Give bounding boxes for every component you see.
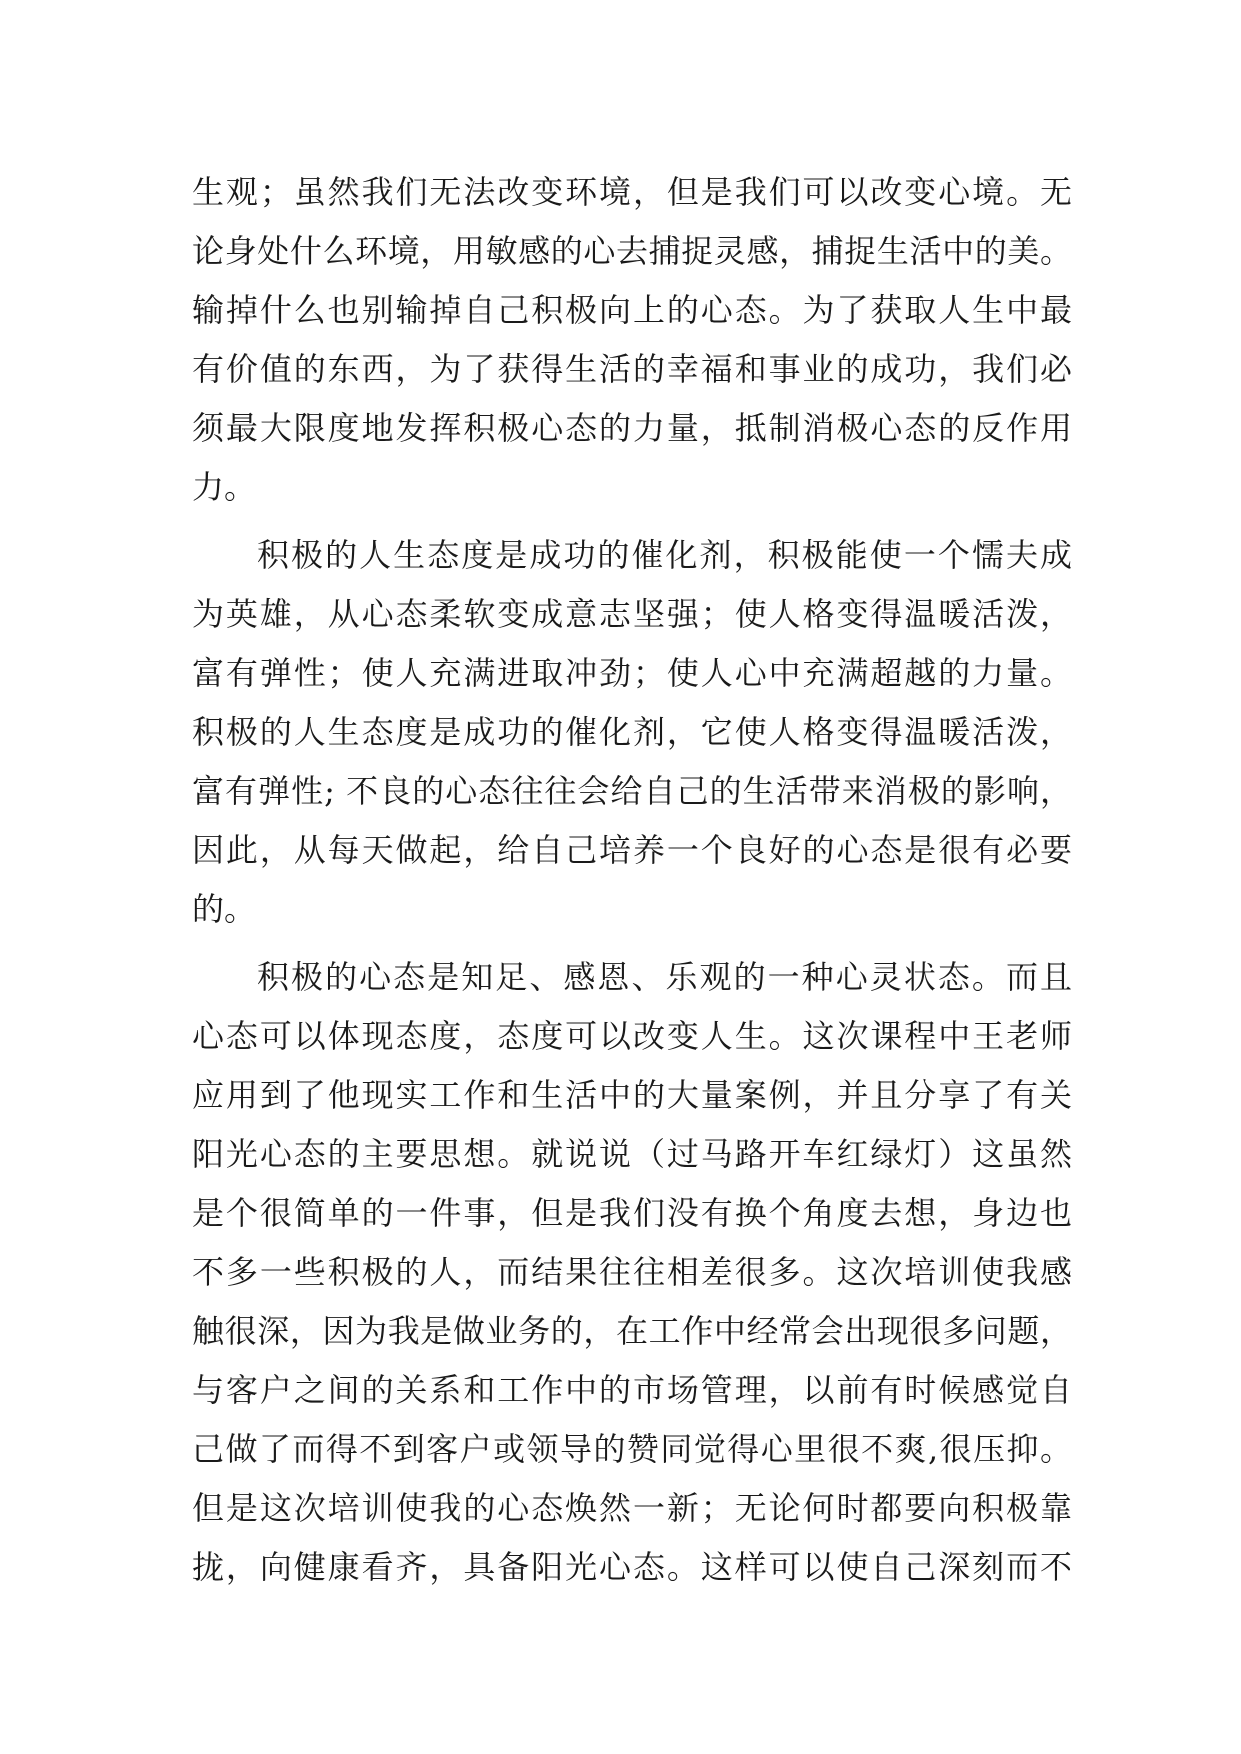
text-line: 积极的心态是知足、感恩、乐观的一种心灵状态。而且	[257, 958, 1072, 996]
text-line: 为英雄，从心态柔软变成意志坚强；使人格变得温暖活泼，	[192, 595, 1072, 633]
text-line: 生观；虽然我们无法改变环境，但是我们可以改变心境。无	[192, 173, 1072, 211]
text-line: 己做了而得不到客户或领导的赞同觉得心里很不爽,很压抑。	[192, 1430, 1072, 1468]
text-line: 应用到了他现实工作和生活中的大量案例，并且分享了有关	[192, 1076, 1072, 1114]
paragraph	[192, 526, 1072, 939]
text-line: 是个很简单的一件事，但是我们没有换个角度去想，身边也	[192, 1194, 1072, 1232]
text-line: 输掉什么也别输掉自己积极向上的心态。为了获取人生中最	[192, 291, 1072, 329]
text-line: 须最大限度地发挥积极心态的力量，抵制消极心态的反作用	[192, 409, 1072, 447]
text-line: 拢，向健康看齐，具备阳光心态。这样可以使自己深刻而不	[192, 1548, 1072, 1586]
text-line: 不多一些积极的人，而结果往往相差很多。这次培训使我感	[192, 1253, 1072, 1291]
paragraph	[192, 163, 1072, 517]
text-line: 但是这次培训使我的心态焕然一新；无论何时都要向积极靠	[192, 1489, 1072, 1527]
text-line: 力。	[192, 468, 257, 506]
text-line: 有价值的东西，为了获得生活的幸福和事业的成功，我们必	[192, 350, 1072, 388]
text-line: 心态可以体现态度，态度可以改变人生。这次课程中王老师	[192, 1017, 1072, 1055]
text-line: 富有弹性; 不良的心态往往会给自己的生活带来消极的影响，	[192, 772, 1072, 810]
text-line: 的。	[192, 890, 257, 928]
document-body	[192, 163, 1072, 1597]
text-line: 触很深，因为我是做业务的，在工作中经常会出现很多问题，	[192, 1312, 1072, 1350]
text-line: 论身处什么环境，用敏感的心去捕捉灵感，捕捉生活中的美。	[192, 232, 1072, 270]
text-line: 积极的人生态度是成功的催化剂，它使人格变得温暖活泼，	[192, 713, 1072, 751]
text-line: 积极的人生态度是成功的催化剂，积极能使一个懦夫成	[257, 536, 1072, 574]
text-line: 与客户之间的关系和工作中的市场管理，以前有时候感觉自	[192, 1371, 1072, 1409]
paragraph-spacer	[192, 939, 1072, 948]
text-line: 因此，从每天做起，给自己培养一个良好的心态是很有必要	[192, 831, 1072, 869]
text-line: 富有弹性；使人充满进取冲劲；使人心中充满超越的力量。	[192, 654, 1072, 692]
paragraph	[192, 948, 1072, 1597]
text-line: 阳光心态的主要思想。就说说（过马路开车红绿灯）这虽然	[192, 1135, 1072, 1173]
paragraph-spacer	[192, 517, 1072, 526]
